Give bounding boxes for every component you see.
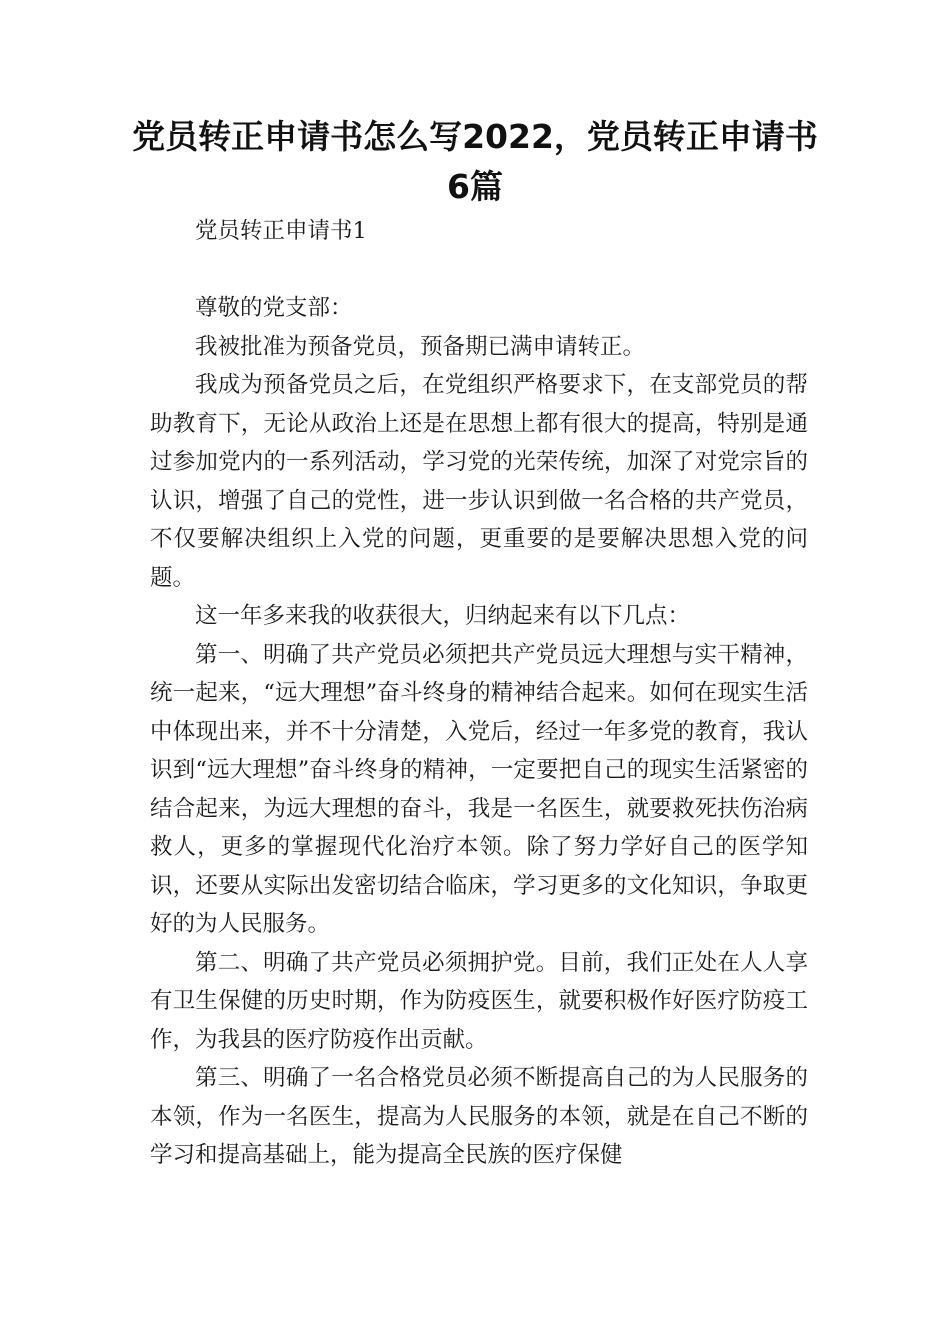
salutation: 尊敬的党支部：: [195, 295, 353, 321]
section-heading: 党员转正申请书1: [195, 218, 367, 244]
document-body: [150, 212, 808, 1175]
paragraph-1: 我被批准为预备党员，预备期已满申请转正。: [195, 333, 646, 360]
paragraph-5: 第二、明确了共产党员必须拥护党。目前，我们正处在人人享有卫生保健的历史时期，作为防疫医生，就要积极作好医疗防疫工作，为我县的医疗防疫作出贡献。: [150, 949, 808, 1053]
paragraph-2: 我成为预备党员之后，在党组织严格要求下，在支部党员的帮助教育下，无论从政治上还是在思想上都有很大的提高，特别是通过参加党内的一系列活动，学习党的光荣传统，加深了对党宗旨的认识，增强了自己的党性，进一步认识到做一名合格的共产党员，不仅要解决组织上入党的问题，更重要的是要解决思想入党的问题。: [150, 372, 808, 591]
document-title: 党员转正申请书怎么写2022，党员转正申请书6篇: [132, 117, 818, 206]
paragraph-6: 第三、明确了一名合格党员必须不断提高自己的为人民服务的本领，作为一名医生，提高为人民服务的本领，就是在自己不断的学习和提高基础上，能为提高全民族的医疗保健: [150, 1065, 808, 1168]
paragraph-4: 第一、明确了共产党员必须把共产党员远大理想与实干精神，统一起来，“远大理想”奋斗终身的精神结合起来。如何在现实生活中体现出来，并不十分清楚，入党后，经过一年多党的教育，我认识到“远大理想”奋斗终身的精神，一定要把自己的现实生活紧密的结合起来，为远大理想的奋斗，我是一名医生，就要救死扶伤治病救人，更多的掌握现代化治疗本领。除了努力学好自己的医学知识，还要从实际出发密切结合临床，学习更多的文化知识，争取更好的为人民服务。: [150, 641, 808, 937]
paragraph-3: 这一年多来我的收获很大，归纳起来有以下几点：: [195, 603, 691, 629]
